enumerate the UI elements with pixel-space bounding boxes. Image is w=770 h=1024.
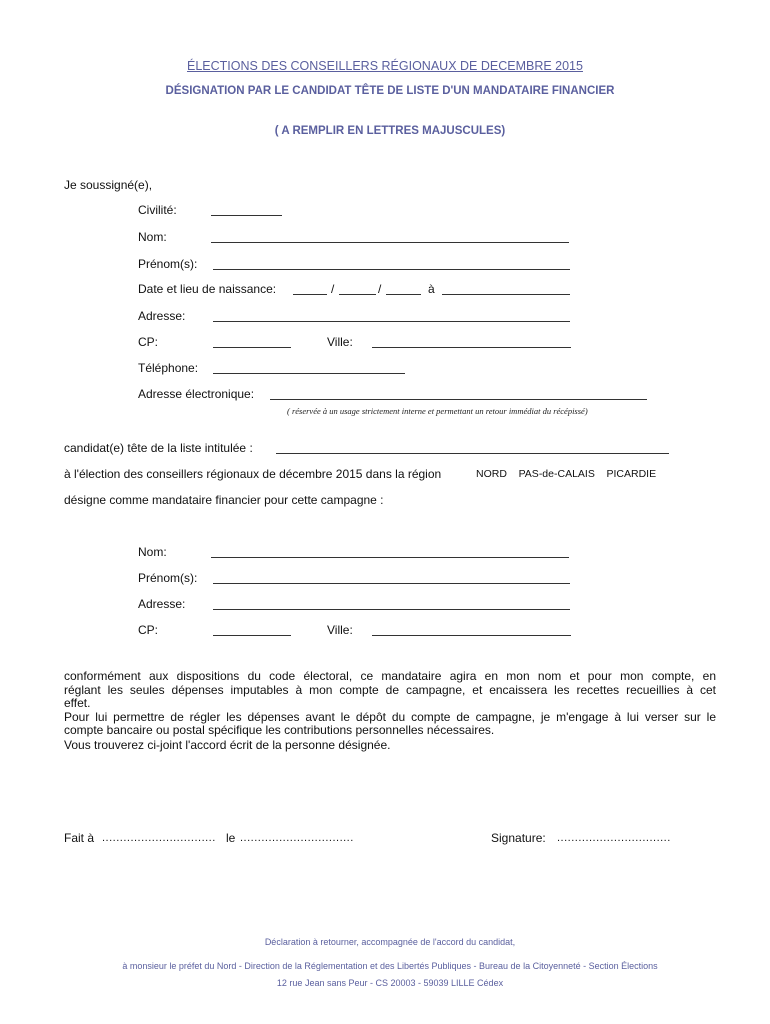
ville-label: Ville: [327,335,353,349]
body-line: réglant les seules dépenses imputables à mon compte de campagne, et encaissera les recettes recueillies à cet [64,682,716,697]
telephone-field[interactable] [213,373,405,374]
civilite-label: Civilité: [138,203,177,217]
ville-field[interactable] [372,347,571,348]
mandataire-prenom-field[interactable] [213,583,570,584]
nom-field[interactable] [211,242,569,243]
birth-place-field[interactable] [442,294,570,295]
mandataire-nom-field[interactable] [211,557,569,558]
prenom-label: Prénom(s): [138,257,198,271]
fait-a-field[interactable]: ................................ [102,832,216,844]
document-title: ÉLECTIONS DES CONSEILLERS RÉGIONAUX DE DECEMBRE 2015 [187,59,583,73]
region-name: NORD PAS-de-CALAIS PICARDIE [476,468,657,480]
footer-postal-line: 12 rue Jean sans Peur - CS 20003 - 59039 LILLE Cédex [276,978,504,988]
designe-text: désigne comme mandataire financier pour cette campagne : [64,493,384,507]
birth-day-field[interactable] [293,294,327,295]
civilite-field[interactable] [211,215,282,216]
fill-instruction: ( A REMPLIR EN LETTRES MAJUSCULES) [274,125,506,137]
birth-place-label: à [428,282,435,296]
candidat-liste-label: candidat(e) tête de la liste intitulée : [64,441,253,455]
email-label: Adresse électronique: [138,387,255,401]
mandataire-cp-label: CP: [138,623,159,637]
body-line: conformément aux dispositions du code électoral, ce mandataire agira en mon nom et pour mon compte, en [64,669,716,683]
mandataire-adresse-field[interactable] [213,609,570,610]
mandataire-adresse-label: Adresse: [138,597,186,611]
footer-line: Déclaration à retourner, accompagnée de l'accord du candidat, [264,937,516,947]
prenom-field[interactable] [213,269,570,270]
footer-address-line: à monsieur le préfet du Nord - Direction de la Réglementation et des Libertés Publiques - Bureau de la Citoyenneté - Section Élections [122,961,658,971]
email-note: ( réservée à un usage strictement interne et permettant un retour immédiat du récépissé) [287,406,588,416]
intro-text: Je soussigné(e), [64,178,153,192]
body-line: Vous trouverez ci-joint l'accord écrit de la personne désignée. [64,737,391,752]
mandataire-cp-field[interactable] [213,635,291,636]
mandataire-ville-field[interactable] [372,635,571,636]
telephone-label: Téléphone: [138,361,199,375]
email-field[interactable] [270,399,647,400]
mandataire-ville-label: Ville: [327,623,353,637]
fait-a-label: Fait à [64,831,95,845]
body-paragraph [64,670,716,752]
mandataire-prenom-label: Prénom(s): [138,571,198,585]
body-line: compte bancaire ou postal spécifique les contributions personnelles nécessaires. [64,723,495,737]
nom-label: Nom: [138,230,167,244]
body-line: Pour lui permettre de régler les dépenses avant le dépôt du compte de campagne, je m'engage à lui verser sur le [64,709,716,724]
date-separator: / [378,282,382,296]
signature-field[interactable]: ................................ [557,832,671,844]
birth-year-field[interactable] [386,294,421,295]
cp-field[interactable] [213,347,291,348]
liste-name-field[interactable] [276,453,669,454]
document-subtitle: DÉSIGNATION PAR LE CANDIDAT TÊTE DE LISTE D'UN MANDATAIRE FINANCIER [165,85,615,97]
date-lieu-label: Date et lieu de naissance: [138,282,277,296]
signature-label: Signature: [491,831,546,845]
le-label: le [226,831,236,845]
body-line: effet. [64,696,91,710]
mandataire-nom-label: Nom: [138,545,167,559]
election-text: à l'élection des conseillers régionaux de décembre 2015 dans la région [64,467,442,481]
date-separator: / [331,282,335,296]
adresse-field[interactable] [213,321,570,322]
date-field[interactable]: ................................ [240,832,354,844]
cp-label: CP: [138,335,159,349]
adresse-label: Adresse: [138,309,186,323]
birth-month-field[interactable] [339,294,376,295]
